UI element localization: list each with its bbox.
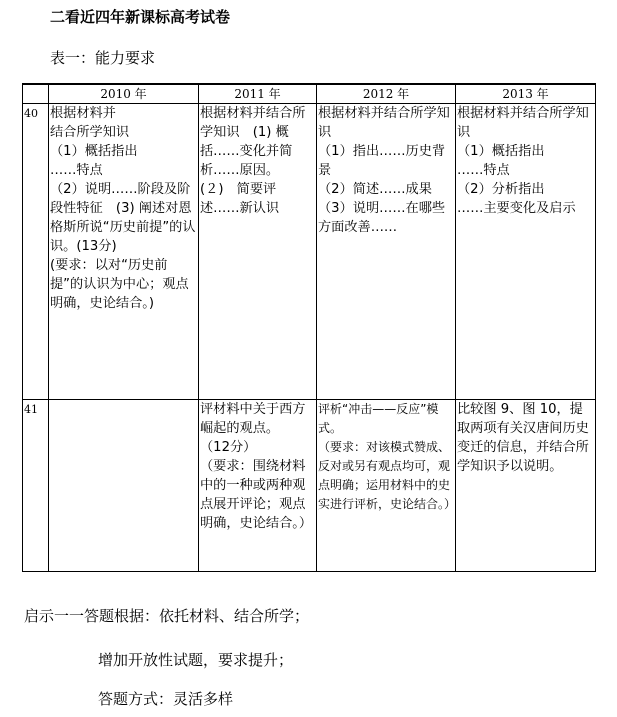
header-cell-blank — [23, 84, 49, 104]
cell-2012: 根据材料并结合所学知识 （1）指出……历史背景 （2）简述……成果 （3）说明……在哪些方面改善…… — [317, 104, 456, 400]
cell-2013: 根据材料并结合所学知识 （1）概括指出 ……特点 （2）分析指出 ……主要变化及启示 — [456, 104, 596, 400]
cell-2013: 比较图 9、图 10，提取两项有关汉唐间历史变迁的信息，并结合所学知识予以说明。 — [456, 400, 596, 572]
question-number: 41 — [23, 400, 49, 572]
table-caption: 表一：能力要求 — [50, 49, 156, 67]
note-line-3: 答题方式：灵活多样 — [98, 690, 234, 708]
cell-2012: 评析“冲击——反应”模式。 （要求：对该模式赞成、反对或另有观点均可，观点明确；运用材料中的史实进行评析，史论结合。） — [317, 400, 456, 572]
header-cell-2013: 2013 年 — [456, 84, 596, 104]
header-cell-2012: 2012 年 — [317, 84, 456, 104]
ability-requirements-table — [22, 83, 596, 572]
cell-2010 — [49, 400, 199, 572]
table-row — [23, 400, 596, 572]
cell-2011: 根据材料并结合所学知识 (1) 概括……变化并简析……原因。 (２) 简要评述……新认识 — [199, 104, 317, 400]
header-cell-2011: 2011 年 — [199, 84, 317, 104]
question-number: 40 — [23, 104, 49, 400]
table-header-row — [23, 84, 596, 104]
document-title: 二看近四年新课标高考试卷 — [50, 8, 231, 26]
cell-2010: 根据材料并 结合所学知识 （1）概括指出 ……特点 （2）说明……阶段及阶段性特征 (3) 阐述对恩格斯所说“历史前提”的认识。(13分) (要求：以对“历史前提”的认识为中心；观点明确，史论结合。) — [49, 104, 199, 400]
note-line-1: 启示一一答题根据：依托材料、结合所学； — [24, 607, 310, 625]
cell-2011: 评材料中关于西方崛起的观点。 （12分） （要求：围绕材料中的一种或两种观点展开评论；观点明确，史论结合。） — [199, 400, 317, 572]
table-row — [23, 104, 596, 400]
header-cell-2010: 2010 年 — [49, 84, 199, 104]
note-line-2: 增加开放性试题，要求提升； — [98, 651, 294, 669]
